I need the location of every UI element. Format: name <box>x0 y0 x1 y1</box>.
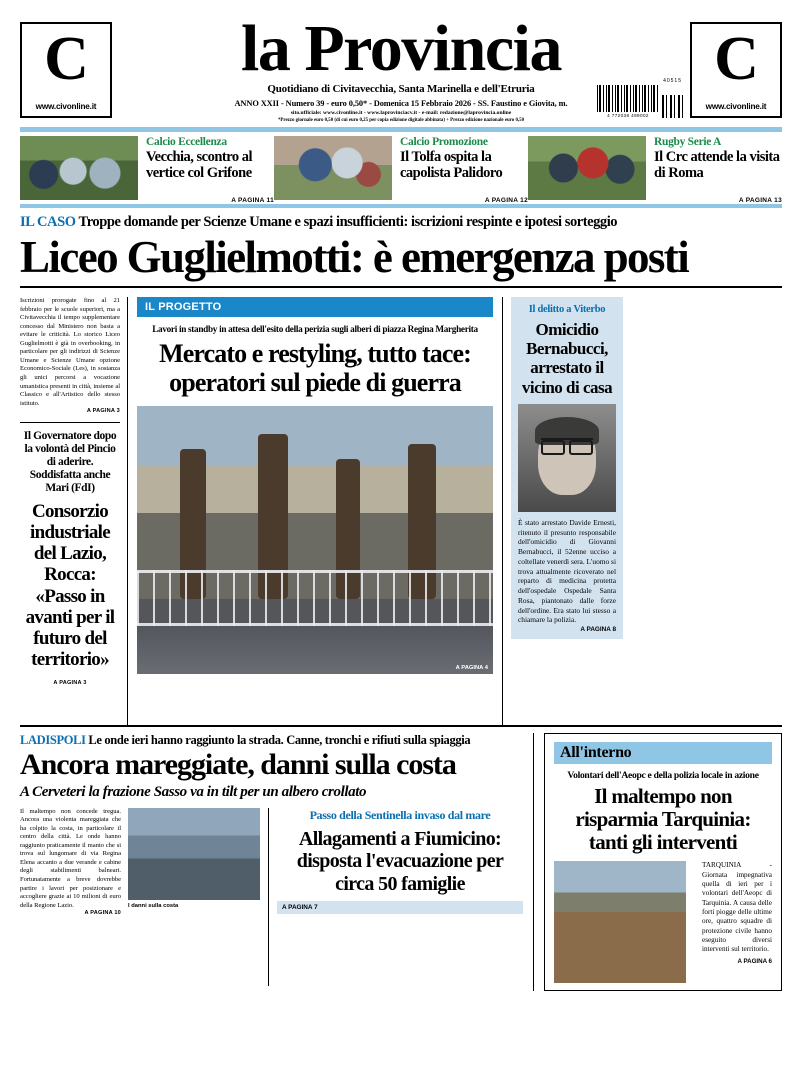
ladispoli-tag: LADISPOLI <box>20 732 86 747</box>
column-divider-1 <box>20 422 120 423</box>
barcode-bars-icon <box>597 85 659 112</box>
progetto-headline[interactable]: Mercato e restyling, tutto tace: operatori sul piede di guerra <box>159 338 471 397</box>
ladispoli-lower-row <box>20 808 523 986</box>
bottom-section <box>20 733 782 991</box>
divider-black-mid <box>20 725 782 727</box>
piazza-trees-fence-photo <box>137 406 493 674</box>
fiumicino-kicker: Passo della Sentinella invaso dal mare <box>309 807 491 822</box>
barcode <box>597 78 686 118</box>
sports-page-ref-1: A PAGINA 11 <box>231 197 274 204</box>
newspaper-subtitle: Quotidiano di Civitavecchia, Santa Marinella e dell'Etruria <box>267 82 535 95</box>
fiumicino-page-ref: A PAGINA 7 <box>277 901 523 914</box>
ladispoli-photo-caption: I danni sulla costa <box>128 902 179 909</box>
price-info-line: *Prezzo giornale euro 0,50 (di cui euro 0,25 per copia edizione digitale abbinata) + Prezzo edizione nazionale euro 0,50 <box>277 117 525 123</box>
suspect-portrait-photo <box>518 404 616 512</box>
progetto-kicker: Lavori in standby in attesa dell'esito della perizia sugli alberi di piazza Regina Margherita <box>152 323 478 334</box>
logo-website-url[interactable]: www.civonline.it <box>35 102 97 111</box>
viterbo-box[interactable] <box>511 297 623 639</box>
allinterno-column <box>534 733 782 991</box>
ladispoli-kicker-text: Le onde ieri hanno raggiunto la strada. Canne, tronchi e rifiuti sulla spiaggia <box>88 732 471 747</box>
rugby-scrum-photo <box>528 136 646 200</box>
divider-black-lead <box>20 286 782 288</box>
ladispoli-body-text: Il maltempo non concede tregua. Ancora una violenta mareggiata che ha colpito la costa, in particolare il centro della città. Le onde hanno raggiunto praticamente il manto che si trova sul lungomare di via Regina Elena accanto a due verande e cabine degli stabilimenti balneari. Fortunatamente a breve dovrebbe partire i lavori per posizionare e accogliere grazie ai 10 milioni di euro della Regione Lazio. <box>20 807 121 909</box>
sports-item-3[interactable] <box>528 136 782 204</box>
sports-page-ref-2: A PAGINA 12 <box>484 197 528 204</box>
website-info-line: sito.ufficiale: www.civonline.it - www.laprovinciacv.it - e-mail: redazione@laprovincia.online <box>290 109 512 116</box>
masthead-center <box>112 12 690 123</box>
soccer-players-photo <box>20 136 138 200</box>
lead-page-ref: A PAGINA 3 <box>86 408 120 415</box>
left-column <box>20 297 128 725</box>
allinterno-content-row <box>554 861 772 983</box>
lead-tag: IL CASO <box>20 214 76 230</box>
allinterno-header: All'interno <box>554 742 772 764</box>
newspaper-title: la Provincia <box>241 12 561 85</box>
progetto-page-ref: A PAGINA 4 <box>455 665 488 672</box>
sports-kicker-3: Rugby Serie A <box>654 136 722 148</box>
lead-headline[interactable]: Liceo Guglielmotti: è emergenza posti <box>20 231 689 282</box>
sports-strip <box>20 136 782 204</box>
viterbo-body-text: È stato arrestato Davide Ernesti, ritenuto il presunto responsabile dell'omicidio di Giovanni Bernabucci, il 52enne ucciso a coltellate venerdì sera. L'uomo si trova attualmente ricoverato nel reparto di medicina protetta dell'ospedale Ospedale Santa Rosa, piantonato dalle forze dell'ordine. Era stato lui stesso a chiamare la polizia. <box>518 517 616 625</box>
issue-info-line: ANNO XXII - Numero 39 - euro 0,50* - Domenica 15 Febbraio 2026 - SS. Faustino e Giovita, m. <box>234 98 568 108</box>
sports-page-ref-3: A PAGINA 13 <box>738 197 782 204</box>
sports-headline-1[interactable]: Vecchia, scontro al vertice col Grifone <box>146 149 253 181</box>
consorzio-kicker: Il Governatore dopo la volontà del Pincio di aderire. Soddisfatta anche Mari (FdI) <box>23 430 117 494</box>
ladispoli-subtitle: A Cerveteri la frazione Sasso va in tilt per un albero crollato <box>20 783 367 800</box>
construction-fence <box>137 570 493 626</box>
sports-headline-2[interactable]: Il Tolfa ospita la capolista Palidoro <box>400 149 503 181</box>
divider-blue-top <box>20 127 782 132</box>
progetto-banner: IL PROGETTO <box>137 297 493 317</box>
soccer-header-duel-photo <box>274 136 392 200</box>
sports-kicker-1: Calcio Eccellenza <box>146 136 227 148</box>
sports-item-1[interactable] <box>20 136 274 204</box>
logo-letter-right: C <box>714 25 758 93</box>
viterbo-headline[interactable]: Omicidio Bernabucci, arrestato il vicino di casa <box>521 319 613 397</box>
storm-damaged-coast-photo <box>128 808 260 900</box>
viterbo-kicker: Il delitto a Viterbo <box>528 303 606 315</box>
ladispoli-kicker-line <box>20 733 523 748</box>
allinterno-page-ref: A PAGINA 6 <box>737 957 772 965</box>
ladispoli-headline[interactable]: Ancora mareggiate, danni sulla costa <box>20 747 456 781</box>
center-column <box>128 297 503 725</box>
sports-kicker-2: Calcio Promozione <box>400 136 488 148</box>
allinterno-body-text: TARQUINIA - Giornata impegnativa quella di ieri per i volontari dell'Aeopc di Tarquinia. A causa delle forti piogge delle ultime ore, quattro squadre di protezione civile hanno eseguito diversi interventi sul territorio. <box>702 861 772 954</box>
flooded-street-photo <box>554 861 686 983</box>
right-column <box>503 297 623 725</box>
allinterno-box[interactable] <box>544 733 782 991</box>
main-columns <box>20 297 782 725</box>
barcode-number: 4 772038 499002 <box>607 113 649 118</box>
lead-kicker-text: Troppe domande per Scienze Umane e spazi insufficienti: iscrizioni respinte e ipotesi sorteggio <box>78 214 618 230</box>
allinterno-kicker: Volontari dell'Aeopc e della polizia locale in azione <box>567 769 759 781</box>
logo-website-url-right[interactable]: www.civonline.it <box>705 102 767 111</box>
glasses-icon <box>541 438 593 450</box>
allinterno-headline[interactable]: Il maltempo non risparmia Tarquinia: tanti gli interventi <box>575 783 751 855</box>
logo-left <box>20 22 112 118</box>
ladispoli-page-ref: A PAGINA 10 <box>84 910 121 917</box>
fiumicino-headline[interactable]: Allagamenti a Fiumicino: disposta l'evacuazione per circa 50 famiglie <box>296 827 504 895</box>
viterbo-page-ref: A PAGINA 8 <box>580 626 616 634</box>
consorzio-headline[interactable]: Consorzio industriale del Lazio, Rocca: «Passo in avanti per il futuro del territorio» <box>25 500 115 671</box>
lead-body-text: Iscrizioni prorogate fino al 21 febbraio per le scuole superiori, ma a Civitavecchia il tempo supplementare concesso dal Ministero non basta a evitare le criticità. Lo storico Liceo Guglielmotti è già in overbooking, in particolare per gli indirizzi di Scienze Umane e Scienze Umane opzione Economico-Sociale (Les), in sostanza gli unici percorsi a vocazione umanistica presenti in città, insieme al Classico e all'Artistico dello stesso istituto. <box>20 296 120 407</box>
ladispoli-photo-col <box>128 808 268 986</box>
sports-headline-3[interactable]: Il Crc attende la visita di Roma <box>654 149 780 181</box>
sports-item-2[interactable] <box>274 136 528 204</box>
lead-kicker-line <box>20 215 782 231</box>
masthead <box>20 0 782 123</box>
fiumicino-block[interactable] <box>268 808 523 986</box>
barcode-top-number: 40515 <box>663 78 682 84</box>
consorzio-page-ref: A PAGINA 3 <box>53 679 87 686</box>
logo-letter: C <box>44 25 88 93</box>
divider-blue-sports <box>20 204 782 208</box>
logo-right <box>690 22 782 118</box>
barcode-secondary-icon <box>662 95 686 118</box>
ladispoli-text-col <box>20 808 128 986</box>
ladispoli-block <box>20 733 534 991</box>
road-surface <box>137 626 493 674</box>
